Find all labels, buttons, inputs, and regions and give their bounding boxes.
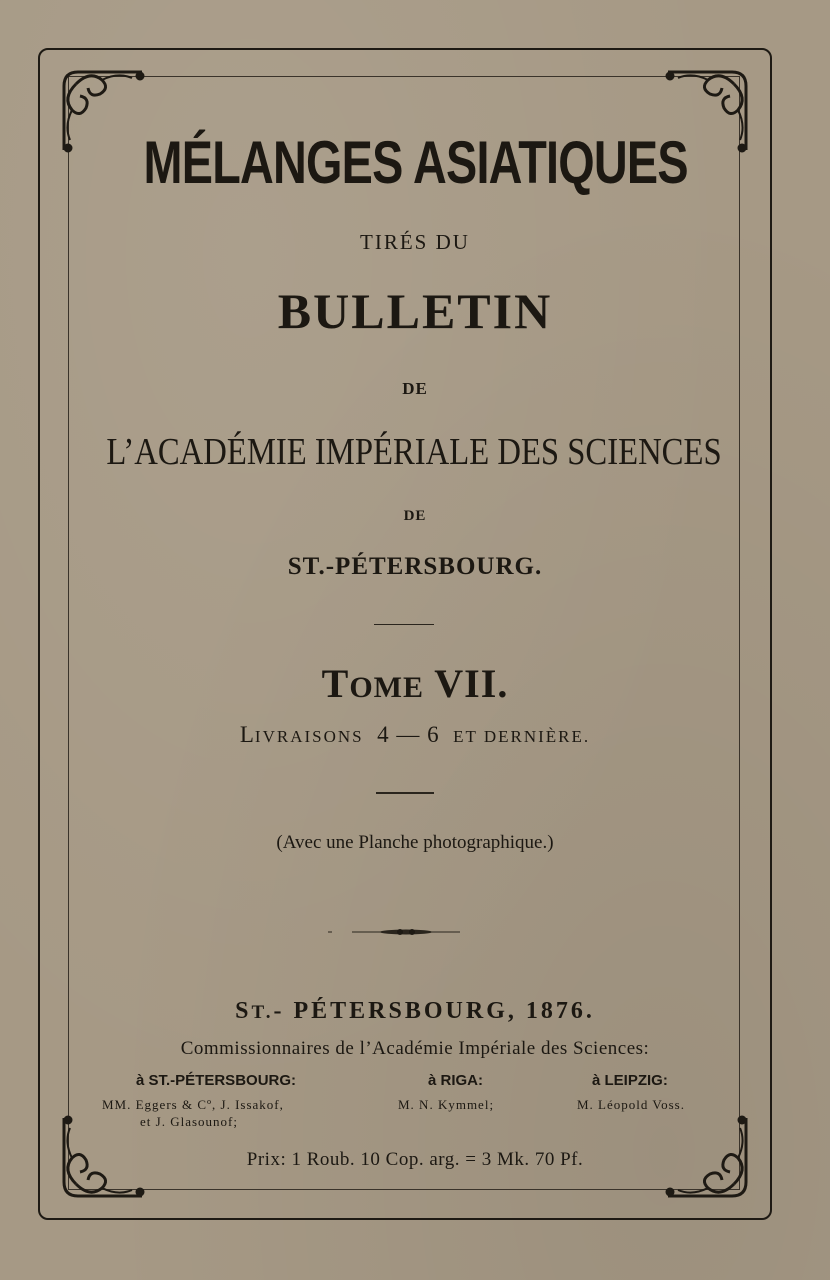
tome-initial: T	[321, 661, 350, 706]
agent-names-leipzig: M. Léopold Voss.	[577, 1097, 685, 1112]
page-title: MÉLANGES ASIATIQUES	[143, 129, 688, 196]
divider-rule	[376, 792, 434, 794]
livraisons-word: IVRAISONS	[254, 727, 364, 746]
agent-city-leipzig: à LEIPZIG:	[592, 1072, 668, 1089]
plate-note: (Avec une Planche photographique.)	[276, 832, 554, 853]
livraisons-initial: L	[239, 722, 255, 747]
divider-rule	[374, 624, 434, 625]
agent-names-st-petersburg-cont: et J. Glasounof;	[140, 1114, 238, 1129]
bulletin-heading: BULLETIN	[277, 283, 553, 339]
preposition-de: DE	[403, 508, 427, 524]
imprint-initial: S	[235, 998, 252, 1024]
livraisons-suffix: ET DERNIÈRE.	[453, 727, 591, 746]
imprint-st: T.	[251, 1002, 274, 1023]
issues-line	[0, 722, 830, 748]
agent-city-st-petersburg: à ST.-PÉTERSBOURG:	[136, 1072, 297, 1089]
imprint-line	[0, 998, 830, 1025]
subtitle-tires-du: TIRÉS DU	[360, 230, 470, 254]
agent-names-riga: M. N. Kymmel;	[398, 1097, 495, 1112]
city-heading: ST.-PÉTERSBOURG.	[287, 553, 543, 580]
imprint-place-year: - PÉTERSBOURG, 1876.	[273, 998, 595, 1024]
academy-name: L’ACADÉMIE IMPÉRIALE DES SCIENCES	[106, 431, 722, 473]
livraisons-range: 4 — 6	[377, 722, 440, 747]
agent-names-st-petersburg: MM. Eggers & Cº, J. Issakof,	[102, 1097, 284, 1112]
tome-word: OME	[349, 671, 425, 704]
commissioners-heading: Commissionnaires de l’Académie Impériale des Sciences:	[180, 1038, 650, 1059]
preposition-de: DE	[402, 379, 428, 398]
tome-number: VII.	[434, 661, 509, 706]
price-line: Prix: 1 Roub. 10 Cop. arg. = 3 Mk. 70 Pf.	[246, 1149, 584, 1170]
volume-heading	[0, 660, 830, 707]
agent-city-riga: à RIGA:	[428, 1072, 484, 1089]
flourish-ornament	[326, 924, 466, 940]
